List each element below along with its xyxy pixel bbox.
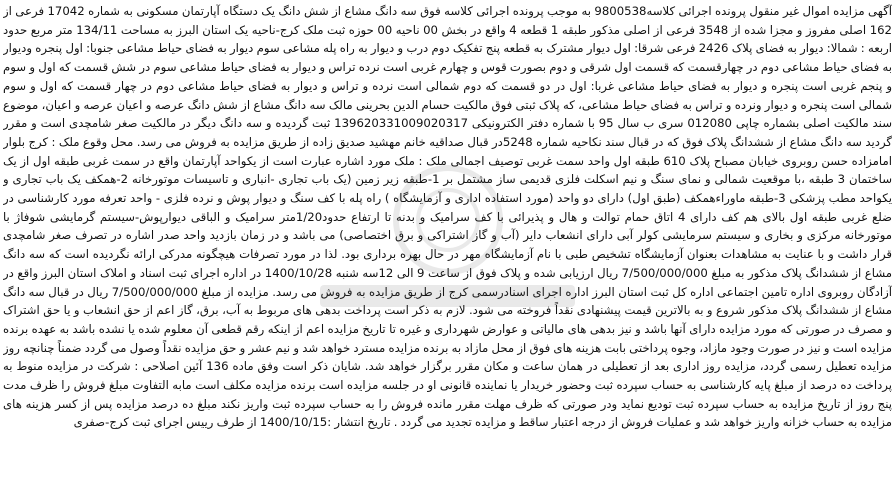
notice-document bbox=[3, 2, 892, 489]
notice-body-text: آگهی مزایده اموال غیر منقول پرونده اجرائی کلاسه9800538 به موجب پرونده اجرائی کلاسه فوق سه دانگ مشاع از شش دانگ یک دستگاه آپارتمان مسکونی به شماره 17042 فرعی از 162 اصلی مفروز و مجزا شده از 3548 فرعی از اصلی مذکور طبقه 1 قطعه 4 واقع در بخش 00 ناحیه 00 حوزه ثبت ملک کرج-ناحیه یک استان البرز به مساحت 134/11 متر مربع حدود اربعه : شمالا: دیوار به فضای پلاک 2426 فرعی شرقا: اول دیوار مشترک به قطعه پنج تفکیک دوم درب و دیوار به راه پله مشاعی سوم دیوار به فضای حیاط مشاعی جنوبا: اول پنجره ودیوار به فضای حیاط مشاعی دوم در چهارقسمت که قسمت اول شرقی و دوم بصورت قوس و چهارم غربی است نرده تراس و دیوار به فضای حیاط مشاعی سوم در شش قسمت که اول و سوم و پنجم غربی است پنجره و دیوار به فضای حیاط مشاعی غربا: اول در دو قسمت که دوم شمالی است نرده و تراس و دیوار به فضای حیاط مشاعی دوم در چهار قسمت که اول و سوم شمالی است پنجره و دیوار ونرده و تراس به فضای حیاط مشاعی، که پلاک ثبتی فوق مالکیت حسام الدین بحرینی مالک سه دانگ مشاع از شش دانگ عرصه و اعیان عرصه و اعیان، موضوع سند مالکیت اصلی بشماره چاپی 012080 سری ب سال 95 با شماره دفتر الکترونیکی 139620331009020317 ثبت گردیده و سه دانگ دیگر در مالکیت صغر شامچدی است و مقرر گردید سه دانگ مشاع از ششدانگ پلاک فوق که در قبال سند نکاحیه شماره 5248در قبال صداقیه خانم مهشید صدیق زاده از طریق مزایده به فروش می رسد. محل وقوع ملک : کرج بلوار امامزاده حسن روبروی خیابان مصباح پلاک 610 طبقه اول واحد سمت غربی توصیف اجمالی ملک : ملک مورد اشاره عبارت است از یکواحد آپارتمان واقع در سمت غربی طبقه اول از یک ساختمان 3 طبقه ،با موقعیت شمالی و نمای سنگ و نیم اسکلت فلزی قدیمی ساز مشتمل بر 1-طبقه زیر زمین (یک باب تجاری -انباری و تاسیسات موتورخانه 2-همکف یک باب تجاری و یکواحد مطب پزشکی 3-طبقه ماوراءهمکف (طبق اول) دارای دو واحد (مورد استفاده اداری و آزمایشگاه ) راه پله با کف سنگ و دیوار پوش و نرده فلزی - واحد تعرفه مورد کارشناسی در ضلع غربی طبقه اول بالای هم کف دارای 4 اتاق حمام توالت و هال و پذیرائی با کف سرامیک و بدنه تا ارتفاع حدود1/20متر سرامیک و الباقی دیوارپوش-سیستم گرمایشی شوفاژ با موتورخانه مرکزی و بخاری و سیستم سرمایشی کولر آبی دارای انشعاب دایر (آب و گاز اشتراکی و برق اختصاصی) می باشد و در زمان بازدید واحد صدر اشاره در تصرف صغر شامچدی قرار داشت و با عنایت به مشاهدات بعنوان آزمایشگاه تشخیص طبی با نام آزمایشگاه مهر در حال بهره برداری بود. لذا در مورد تصرفات هیچگونه مدرکی ارائه نگردیده است که سه دانگ مشاع از ششدانگ پلاک مذکور به مبلغ 7/500/000/000 ریال ارزیابی شده و پلاک فوق از ساعت 9 الی 12سه شنبه 1400/10/28 در اداره اجرای ثبت اسناد و املاک استان البرز واقع در آزادگان روبروی اداره تامین اجتماعی اداره کل ثبت استان البرز اداره اجرای اسنادرسمی کرج از طریق مزایده به فروش می رسد. مزایده از مبلغ 7/500/000/000 ریال در قبال سه دانگ مشاع از ششدانگ پلاک مذکور شروع و به بالاترین قیمت پیشنهادی نقداً فروخته می شود. لازم به ذکر است پرداخت بدهی های مربوط به آب، برق، گاز اعم از حق انشعاب و یا حق اشتراک و مصرف در صورتی که مورد مزایده دارای آنها باشد و نیز بدهی های مالیاتی و عوارض شهرداری و غیره تا تاریخ مزایده اعم از اینکه رقم قطعی آن معلوم شده یا نشده باشد به عهده برنده مزایده است و نیز در صورت وجود مازاد، وجوه پرداختی بابت هزینه های فوق از محل مازاد به برنده مزایده مسترد خواهد شد و نیم عشر و حق مزایده نقداً وصول می گردد ضمناً چنانچه روز مزایده تعطیل رسمی گردد، مزایده روز اداری بعد از تعطیلی در همان ساعت و مکان مقرر برگزار خواهد شد. شایان ذکر است وفق ماده 136 آئین اصلاحی : شرکت در مزایده منوط به پرداخت ده درصد از مبلغ پایه کارشناسی به حساب سپرده ثبت وحضور خریدار یا نماینده قانونی او در جلسه مزایده است برنده مزایده مکلف است مابه التفاوت مبلغ فروش را ظرف مدت پنج روز از تاریخ مزایده به حساب سپرده ثبت تودیع نماید ودر صورتی که ظرف مهلت مقرر مانده فروش را به حساب سپرده ثبت واریز نکند مبلغ ده درصد مزایده پس از کسر هزینه های مزایده به حساب خزانه واریز خواهد شد و عملیات فروش از درجه اعتبار ساقط و مزایده تجدید می گردد . تاریخ انتشار :1400/10/15 از طرف رییس اجرای ثبت کرج-صفری bbox=[3, 4, 892, 430]
